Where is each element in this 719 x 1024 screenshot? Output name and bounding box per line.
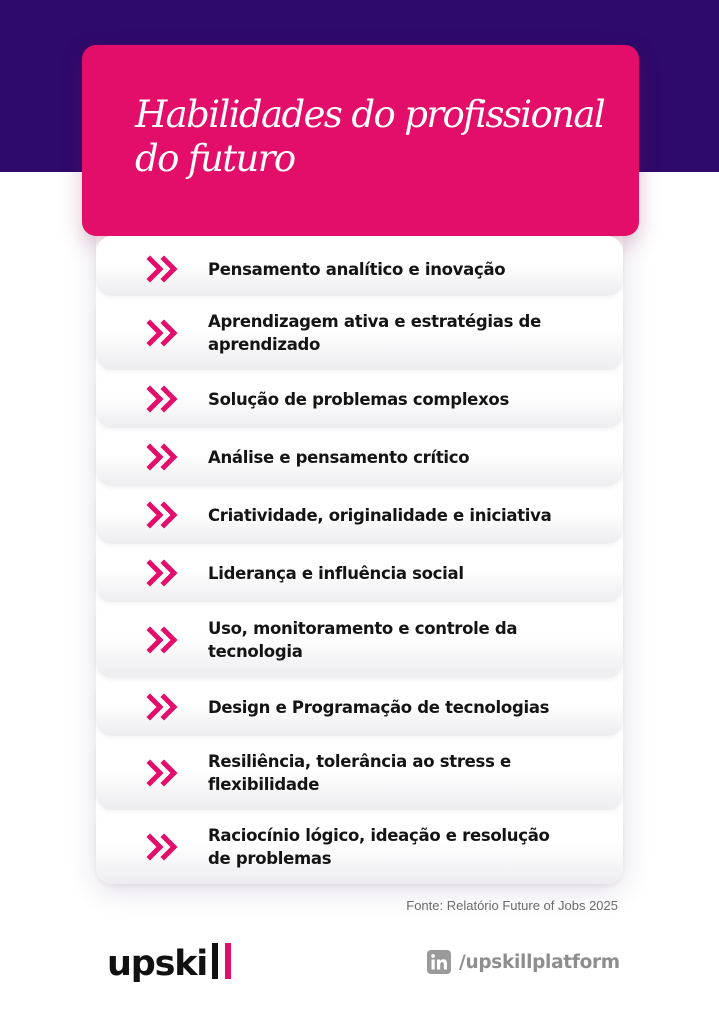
skill-label-line-1: Solução de problemas complexos [208,389,509,409]
skill-item [96,370,623,428]
skill-label-line-1: Criatividade, originalidade e iniciativa [208,505,552,525]
skill-label-line-1: Uso, monitoramento e controle da [208,619,518,638]
title-line-2: do futuro [135,137,295,180]
skill-label-line-1: Resiliência, tolerância ao stress e [208,752,511,771]
double-chevron-icon [146,833,182,861]
skill-label-line-2: de problemas [208,849,332,868]
skill-item [96,544,623,602]
double-chevron-icon [146,559,182,587]
skill-label-line-1: Design e Programação de tecnologias [208,697,550,717]
double-chevron-icon [146,255,182,283]
double-chevron-icon [146,443,182,471]
skill-item [96,486,623,544]
skill-label [208,504,603,527]
linkedin-icon [427,950,451,974]
logo-wordmark: upski [107,944,208,984]
upskill-logo [107,940,234,984]
skill-item [96,736,623,810]
double-chevron-icon [146,501,182,529]
skill-label [208,310,603,356]
skill-label-line-1: Aprendizagem ativa e estratégias de [208,312,541,331]
double-chevron-icon [146,385,182,413]
source-note: Fonte: Relatório Future of Jobs 2025 [406,898,618,913]
double-chevron-icon [146,626,182,654]
page-title [135,93,609,181]
skill-label-line-1: Análise e pensamento crítico [208,447,470,467]
skill-item [96,236,623,296]
skill-item [96,678,623,736]
double-chevron-icon [146,759,182,787]
skill-label [208,824,603,870]
skill-label [208,446,603,469]
title-line-1: Habilidades do profissional [135,93,605,136]
skill-label [208,750,603,796]
skill-label [208,617,603,663]
social-link[interactable] [427,950,620,974]
double-chevron-icon [146,693,182,721]
double-chevron-icon [146,319,182,347]
logo-bars-icon [210,943,234,979]
title-card [82,45,639,236]
skill-label-line-1: Pensamento analítico e inovação [208,259,506,279]
skill-label-line-2: aprendizado [208,335,321,354]
skill-item [96,428,623,486]
skill-label-line-2: flexibilidade [208,775,320,794]
skill-item [96,602,623,678]
skill-label [208,388,603,411]
skill-label-line-2: tecnologia [208,642,303,661]
skill-label-line-1: Liderança e influência social [208,563,464,583]
skill-item [96,296,623,370]
skill-item [96,810,623,884]
skill-label-line-1: Raciocínio lógico, ideação e resolução [208,826,550,845]
skill-label [208,562,603,585]
skill-label [208,258,603,281]
skill-label [208,696,603,719]
social-handle: /upskillplatform [459,951,620,973]
